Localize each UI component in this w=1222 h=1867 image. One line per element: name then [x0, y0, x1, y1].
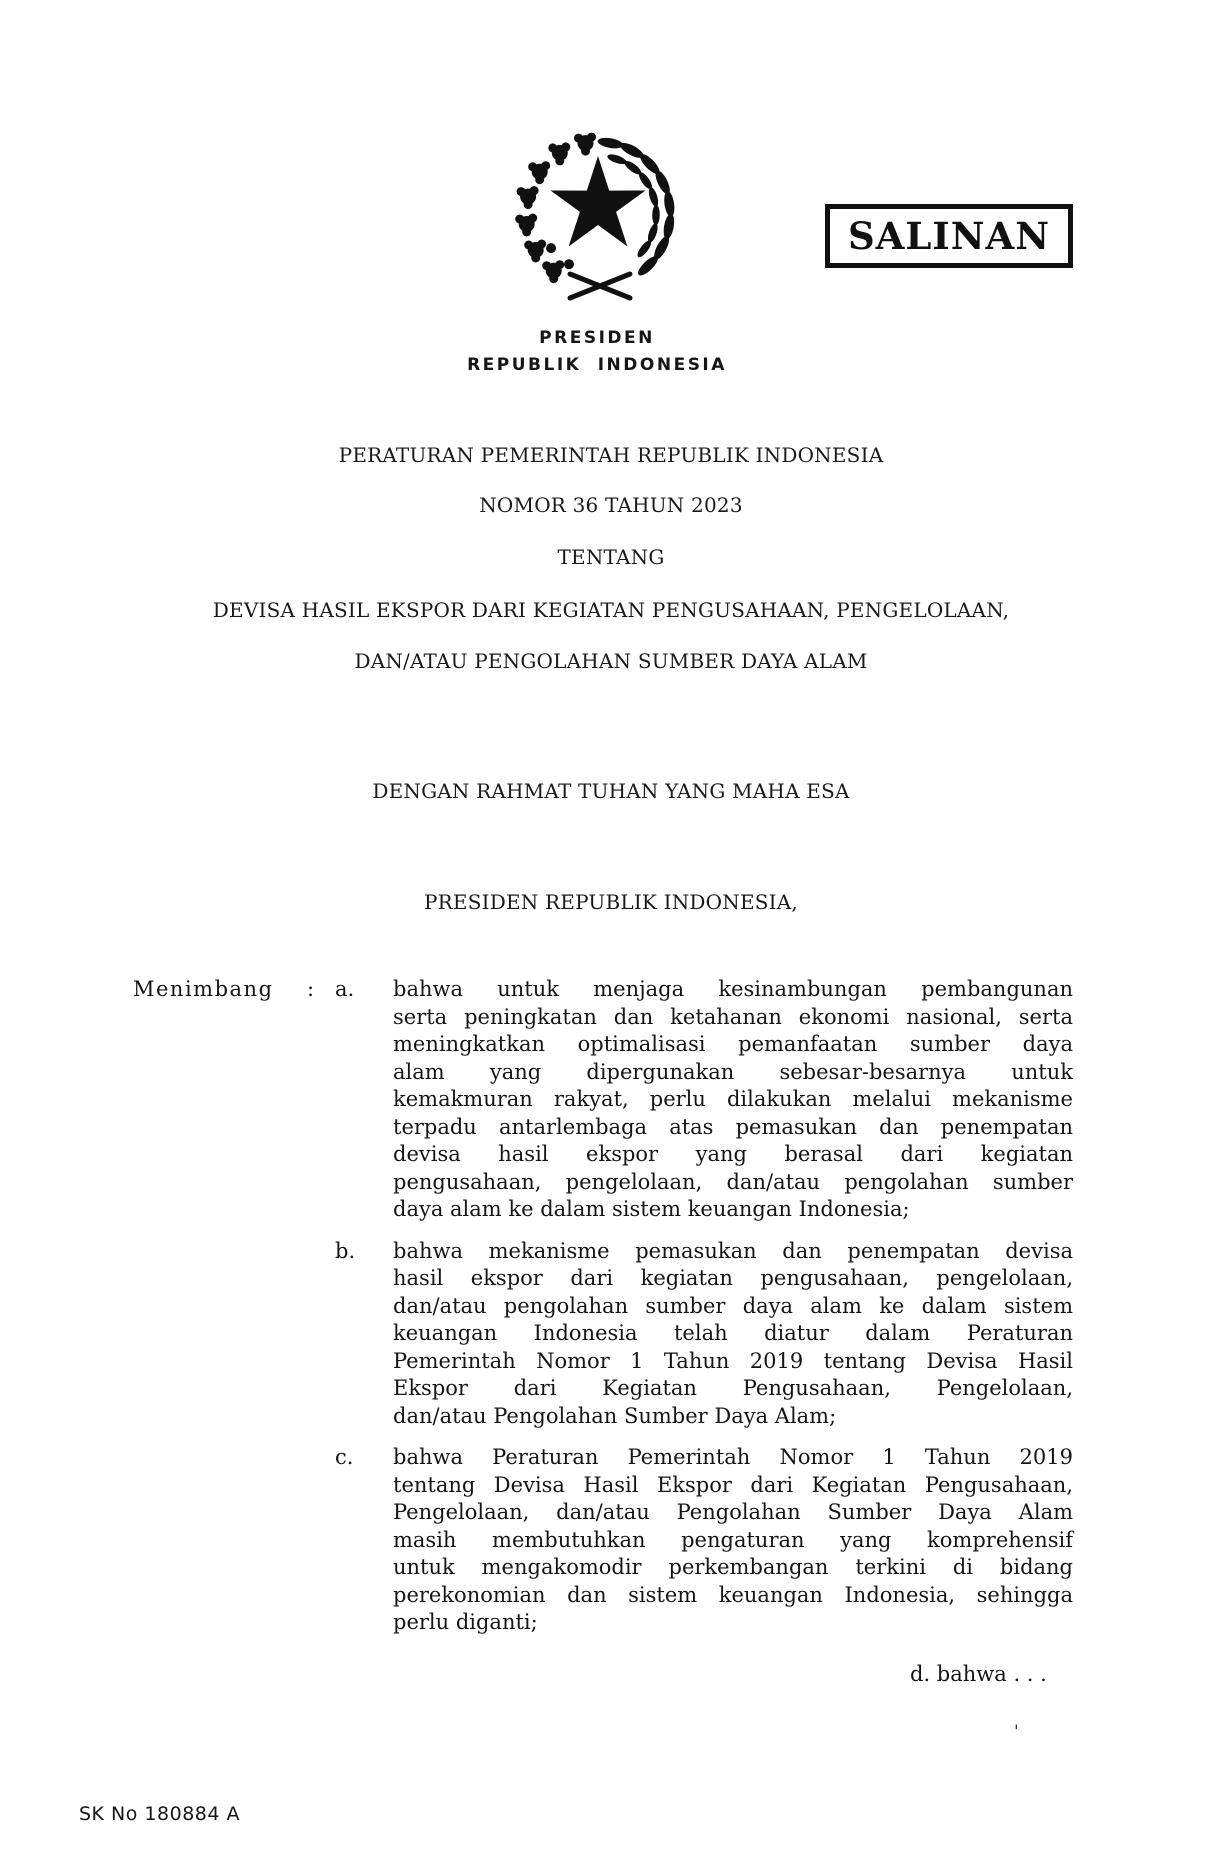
- considering-items: [335, 976, 1073, 1637]
- doc-control-number: SK No 180884 A: [79, 1803, 241, 1825]
- regulation-tentang: TENTANG: [557, 545, 665, 569]
- considering-colon: :: [307, 977, 315, 1001]
- item-text: bahwa mekanisme pemasukan dan penempatan devisa hasil ekspor dari kegiatan pengusahaan, pengelolaan, dan/atau pengolahan sumber daya alam ke dalam sistem keuangan Indonesia telah diatur dalam Peraturan Pemerintah Nomor 1 Tahun 2019 tentang Devisa Hasil Ekspor dari Kegiatan Pengusahaan, Pengelolaan, dan/atau Pengolahan Sumber Daya Alam;: [393, 1238, 1073, 1428]
- star-wreath-emblem-icon: [506, 126, 690, 310]
- considering-item-c: [335, 1444, 1073, 1637]
- regulation-subject-line1: DEVISA HASIL EKSPOR DARI KEGIATAN PENGUSAHAAN, PENGELOLAAN,: [212, 598, 1010, 622]
- item-text: bahwa untuk menjaga kesinambungan pembangunan serta peningkatan dan ketahanan ekonomi nasional, serta meningkatkan optimalisasi pemanfaatan sumber daya alam yang dipergunakan sebesar-besarnya untuk kemakmuran rakyat, perlu dilakukan melalui mekanisme terpadu antarlembaga atas pemasukan dan penempatan devisa hasil ekspor yang berasal dari kegiatan pengusahaan, pengelolaan, dan/atau pengolahan sumber daya alam ke dalam sistem keuangan Indonesia;: [393, 977, 1073, 1221]
- considering-section: [133, 976, 1083, 1637]
- catchword: d. bahwa . . .: [910, 1662, 1047, 1686]
- letterhead-presiden: PRESIDEN: [539, 328, 655, 348]
- regulation-number: NOMOR 36 TAHUN 2023: [479, 493, 743, 517]
- item-letter: a.: [335, 977, 355, 1001]
- letterhead: [397, 325, 797, 379]
- considering-item-b: [335, 1238, 1073, 1431]
- considering-label: Menimbang: [133, 977, 274, 1001]
- regulation-subject-line2: DAN/ATAU PENGOLAHAN SUMBER DAYA ALAM: [354, 649, 868, 673]
- regulation-title-line1: PERATURAN PEMERINTAH REPUBLIK INDONESIA: [338, 443, 884, 467]
- invocation-line: DENGAN RAHMAT TUHAN YANG MAHA ESA: [372, 779, 850, 803]
- considering-item-a: [335, 976, 1073, 1224]
- item-letter: b.: [335, 1238, 356, 1263]
- crossed-stems-icon: [570, 274, 630, 298]
- item-text: bahwa Peraturan Pemerintah Nomor 1 Tahun 2019 tentang Devisa Hasil Ekspor dari Kegiatan Pengusahaan, Pengelolaan, dan/atau Pengolahan Sumber Daya Alam masih membutuhkan pengaturan yang komprehensif untuk mengakomodir perkembangan terkini di bidang perekonomian dan sistem keuangan Indonesia, sehingga perlu diganti;: [393, 1445, 1073, 1634]
- letterhead-republik-indonesia: REPUBLIK INDONESIA: [467, 355, 727, 375]
- stray-scan-mark: ': [1014, 1722, 1019, 1742]
- item-letter: c.: [335, 1445, 354, 1469]
- salinan-stamp: [825, 204, 1073, 268]
- salinan-stamp-label: SALINAN: [847, 214, 1051, 258]
- issuer-line: PRESIDEN REPUBLIK INDONESIA,: [424, 890, 798, 914]
